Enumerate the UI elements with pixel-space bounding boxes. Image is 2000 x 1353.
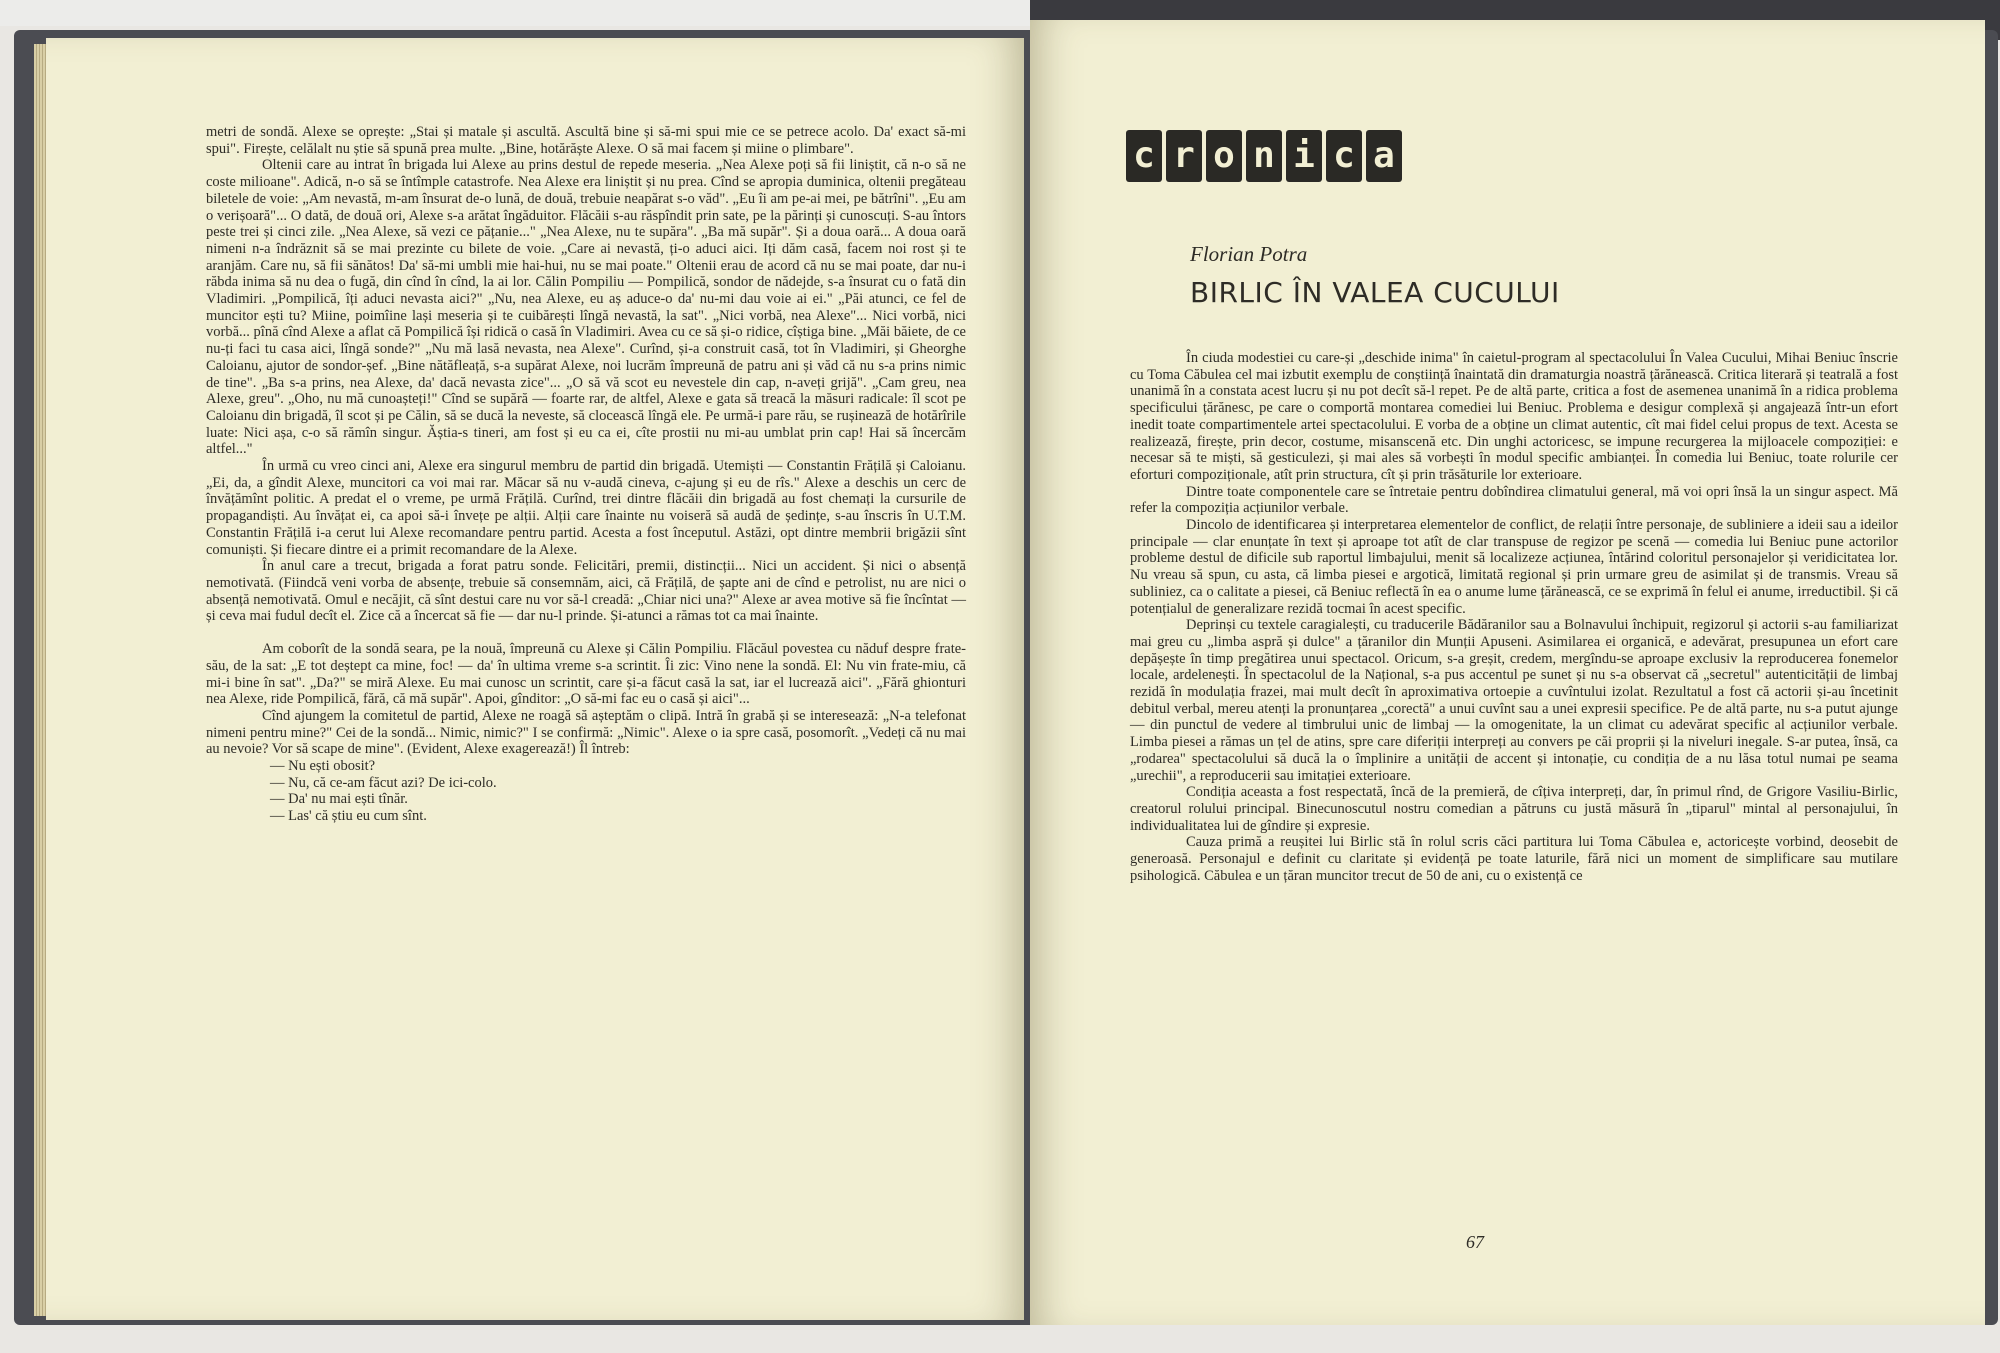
logo-letter: c xyxy=(1326,130,1362,182)
left-page xyxy=(46,38,1024,1320)
paragraph: În anul care a trecut, brigada a forat patru sonde. Felicitări, premii, distincții... Nici un accident. Și nici o absență nemotivată. (Fiindcă veni vorba de absențe, trebuie să consemnăm, aici, că Frățilă, de șapte ani de cînd e petrolist, nu are nici o absență nemotivată. Omul e necăjit, că sînt destui care nu vor să-l creadă: „Chiar nici una?" Alexe ar avea motive să fie încîntat — și ceva mai fudul decît el. Zice că a încercat să fie — dar nu-l prinde. Și-atunci a rămas tot ca mai înainte. xyxy=(206,558,966,625)
paragraph: Am coborît de la sondă seara, pe la nouă, împreună cu Alexe și Călin Pompiliu. Flăcăul povestea cu năduf despre frate-său, de la sat: „E tot deștept ca mine, foc! — da' în ultima vreme s-a scrintit. Îi zic: Vino nene la sondă. El: Nu vin frate-miu, că mi-i bine în sat". „Da?" se miră Alexe. Eu mai cunosc un scrintit, care și-a făcut casă la sat, iar el lucrează aici". „Fără ghionturi nea Alexe, ride Pompilică, fără, că mă supăr". Apoi, gînditor: „O să-mi fac eu o casă și aici"... xyxy=(206,641,966,708)
logo-letter: r xyxy=(1166,130,1202,182)
paragraph: În urmă cu vreo cinci ani, Alexe era singurul membru de partid din brigadă. Utemiști — Constantin Frățilă și Caloianu. „Ei, da, a gîndit Alexe, muncitori ca voi mai rar. Măcar să nu v-audă cineva, c-ajung și eu de rîs." Alexe a deschis un cerc de învățămînt politic. A predat el o vreme, pe urmă Frățilă. Curînd, trei dintre flăcăii din brigadă au fost chemați la cursurile de propagandiști. Au învățat ei, ca apoi să-i învețe pe alții. Alții care înainte nu voiseră să audă de ședințe, s-au înscris în U.T.M. Constantin Frățilă i-a cerut lui Alexe recomandare pentru partid. Acesta a fost începutul. Astăzi, opt dintre membrii brigăzii sînt comuniști. Și fiecare dintre ei a primit recomandare de la Alexe. xyxy=(206,458,966,558)
paragraph: Cauza primă a reușitei lui Birlic stă în rolul scris căci partitura lui Toma Căbulea e, actoricește vorbind, deosebit de generoasă. Personajul e definit cu claritate și evidență pe toate laturile, fără nici un moment de simplificare sau mutilare psihologică. Căbulea e un țăran muncitor trecut de 50 de ani, cu o existență ce xyxy=(1130,834,1898,884)
paragraph: În ciuda modestiei cu care-și „deschide inima" în caietul-program al spectacolului În Valea Cucului, Mihai Beniuc înscrie cu Toma Căbulea cel mai izbutit exemplu de conștiință înaintată din dramaturgia noastră țărănească. Critica literară și teatrală a fost unanimă în a constata acest lucru și nu pot decît să-l repet. Pe de altă parte, critica a fost de asemenea unanimă în a ridica problema specificului țărănesc, pe care o comportă montarea comediei lui Beniuc. Problema e desigur complexă și angajează într-un efort inedit toate compartimentele artei spectacolului. E vorba de a obține un climat autentic, cît mai fidel celui propus de text. Acesta se realizează, firește, prin decor, costume, misanscenă etc. Din unghi actoricesc, se impune recurgerea la mijloacele compoziției: e necesar să te miști, să gesticulezi, și mai ales să vorbești în modul specific ambianței. În comedia lui Beniuc, toate rolurile cer eforturi compoziționale, atît prin structura, cît și prin trăsăturile lor exterioare. xyxy=(1130,350,1898,483)
section-heading-logo xyxy=(1126,130,1402,182)
dialogue-line: — Las' că știu eu cum sînt. xyxy=(270,808,427,825)
article-title: BIRLIC ÎN VALEA CUCULUI xyxy=(1190,276,1560,309)
dialogue-line: — Da' nu mai ești tînăr. xyxy=(270,791,408,808)
right-page-text xyxy=(1130,350,1898,885)
page-number: 67 xyxy=(1466,1232,1484,1252)
paragraph: Dintre toate componentele care se întretaie pentru dobîndirea climatului general, mă voi opri însă la un singur aspect. Mă refer la compoziția acțiunilor verbale. xyxy=(1130,483,1898,517)
logo-letter: o xyxy=(1206,130,1242,182)
paragraph: Deprinși cu textele caragialești, cu traducerile Bădăranilor sau a Bolnavului închipuit, regizorul și actorii s-au familiarizat mai greu cu „limba aspră și dulce" a țăranilor din Munții Apuseni. Asimilarea ei organică, e adevărat, presupunea un efort care depășește în timp pregătirea unui spectacol. Oricum, s-a greșit, credem, mergîndu-se aproape exclusiv la reproducerea fonemelor locale, ardelenești. În spectacolul de la Național, s-a pus accentul pe sunet și nu s-a observat că „secretul" autenticității de limbaj rezidă în modulația frazei, mai mult decît în aproximativa ortoepie a cuvîntului izolat. Rezultatul a fost că actorii și-au încetinit debitul verbal, mereu atenți la pronunțarea „corectă" a unui cuvînt sau a unei expresii specifice. Pe de altă parte, nu s-a putut ajunge — din punctul de vedere al timbrului unic de limbaj — la omogenitate, la un climat cu adevărat specific al acțiunilor verbale. Limba piesei a rămas un țel de atins, spre care diferiții interpreți au convers pe căi proprii și la niveluri inegale. S-ar putea, însă, ca „rodarea" spectacolului să ducă la o împlinire a unității de accent și intonație, cu condiția de a nu lăsa totul numai pe seama „urechii", a reproducerii sau imitației exterioare. xyxy=(1130,617,1898,784)
dialogue-line: — Nu, că ce-am făcut azi? De ici-colo. xyxy=(270,774,497,791)
right-page xyxy=(1030,20,1985,1325)
paragraph: metri de sondă. Alexe se oprește: „Stai și matale și ascultă. Ascultă bine și să-mi spui mie ce se petrece acolo. Da' exact să-mi spui". Firește, celălalt nu știe să spună prea multe. „Bine, hotărăște Alexe. O să mai facem și miine o plimbare". xyxy=(206,124,966,157)
background-top-left xyxy=(0,0,1030,26)
logo-letter: i xyxy=(1286,130,1322,182)
logo-letter: c xyxy=(1126,130,1162,182)
paragraph: Condiția aceasta a fost respectată, încă de la premieră, de cîțiva interpreți, dar, în primul rînd, de Grigore Vasiliu-Birlic, creatorul rolului principal. Binecunoscutul nostru comedian a pătruns cu justă măsură în „tiparul" mintal al personajului, în individualitatea lui de gîndire și expresie. xyxy=(1130,784,1898,834)
article-author: Florian Potra xyxy=(1190,242,1308,266)
paragraph: Oltenii care au intrat în brigada lui Alexe au prins destul de repede meseria. „Nea Alexe poți să fii liniștit, că n-o să ne coste milioane". Adică, n-o să se întîmple catastrofe. Nea Alexe era liniștit și nu prea. Cînd se apropia duminica, oltenii pregăteau biletele de voie: „Am nevastă, m-am însurat de-o lună, de două, trebuie neapărat s-o văd". „Eu îi am pe-ai mei, pe bătrîni". „Eu am o verișoară"... O dată, de două ori, Alexe s-a arătat îngăduitor. Flăcăii s-au răspîndit prin sate, pe la părinți și cunoscuți. S-au întors peste trei și cinci zile. „Nea Alexe, să vezi ce pățanie..." „Nea Alexe, nu te supăra". „Ba mă supăr". Și a doua oară... A doua oară nimeni n-a îndrăznit să se mai prezinte cu bilete de voie. „Care ai nevastă, ți-o aduci aici. Iți dăm casă, facem noi rost și te aranjăm. Care nu, să fii sănătos! Da' să-mi umbli mie hai-hui, nu se mai poate." Oltenii erau de acord că nu se mai poate, dar nu-i răbda inima să nu dea o fugă, din cînd în cînd, la ai lor. Călin Pompiliu — Pompilică, sondor de nădejde, s-a însurat cu o fată din Vladimiri. „Pompilică, îți aduci nevasta aici?" „Nu, nea Alexe, eu aș aduce-o da' nu-mi dau voie ai ei." „Păi atunci, ce fel de muncitor ești tu? Miine, poimîine lași meseria și te cuibărești lîngă nevastă, la sat". „Nici vorbă, nea Alexe"... Nici vorbă, nici vorbă... pînă cînd Alexe a aflat că Pompilică își ridică o casă în Vladimiri. Avea cu ce să și-o ridice, cîștiga bine. „Măi băiete, de ce nu-ți faci tu casa aici, lîngă sonde?" „Nu mă lasă nevasta, nea Alexe". Curînd, și-a construit casă, tot în Vladimiri, și Gheorghe Caloianu, ajutor de sondor-șef. „Bine nătăfleață, s-a supărat Alexe, noi lucrăm împreună de patru ani și văd că nu s-a prins nimic de tine". „Ba s-a prins, nea Alexe, da' dacă nevasta zice"... „O să vă scot eu nevestele din cap, n-aveți grijă". „Cam greu, nea Alexe, greu". „Oho, nu mă cunoașteți!" Cînd se supără — foarte rar, de altfel, Alexe e gata să treacă la măsuri radicale: îl scot pe Caloianu din brigadă, îl scot și pe Călin, să se ducă la neveste, să clocească lîngă ele. Pe urmă-i pare rău, se rușinează de hotărîrile luate: Nici așa, c-o să rămîn singur. Ăștia-s tineri, am fost și eu ca ei, cîte prostii nu mi-au umblat prin cap! Hai să încercăm altfel..." xyxy=(206,157,966,458)
paragraph: Dincolo de identificarea și interpretarea elementelor de conflict, de relații între personaje, de subliniere a ideii sau a ideilor principale — clar enunțate în text și aproape tot atît de clar transpuse de regizor pe scenă — comedia lui Beniuc pune actorilor probleme destul de dificile sub raportul limbajului, menit să localizeze acțiunea, întărind coloritul personajelor și veridicitatea lor. Nu vreau să spun, cu asta, că limba piesei e argotică, limitată regional și prin urmare greu de asimilat și de transmis. Vreau să subliniez, ca o calitate a piesei, că Beniuc reflectă în ea o anume lume țărănească, ce se exprimă în felul ei anume, irreductibil. Și că potențialul de generalizare rezidă tocmai în acest specific. xyxy=(1130,517,1898,617)
logo-letter: n xyxy=(1246,130,1282,182)
paragraph: Cînd ajungem la comitetul de partid, Alexe ne roagă să așteptăm o clipă. Intră în grabă și se interesează: „N-a telefonat nimeni pentru mine?" Cei de la sondă... Nimic, nimic?" I se confirmă: „Nimic". Alexe o ia spre casă, posomorît. „Vedeți că nu mai au nevoie? Vor să scape de mine". (Evident, Alexe exagerează!) Îl întreb: xyxy=(206,707,966,758)
logo-letter: a xyxy=(1366,130,1402,182)
section-gap xyxy=(206,625,966,641)
left-page-text xyxy=(206,124,966,825)
dialogue-line: — Nu ești obosit? xyxy=(270,758,376,775)
